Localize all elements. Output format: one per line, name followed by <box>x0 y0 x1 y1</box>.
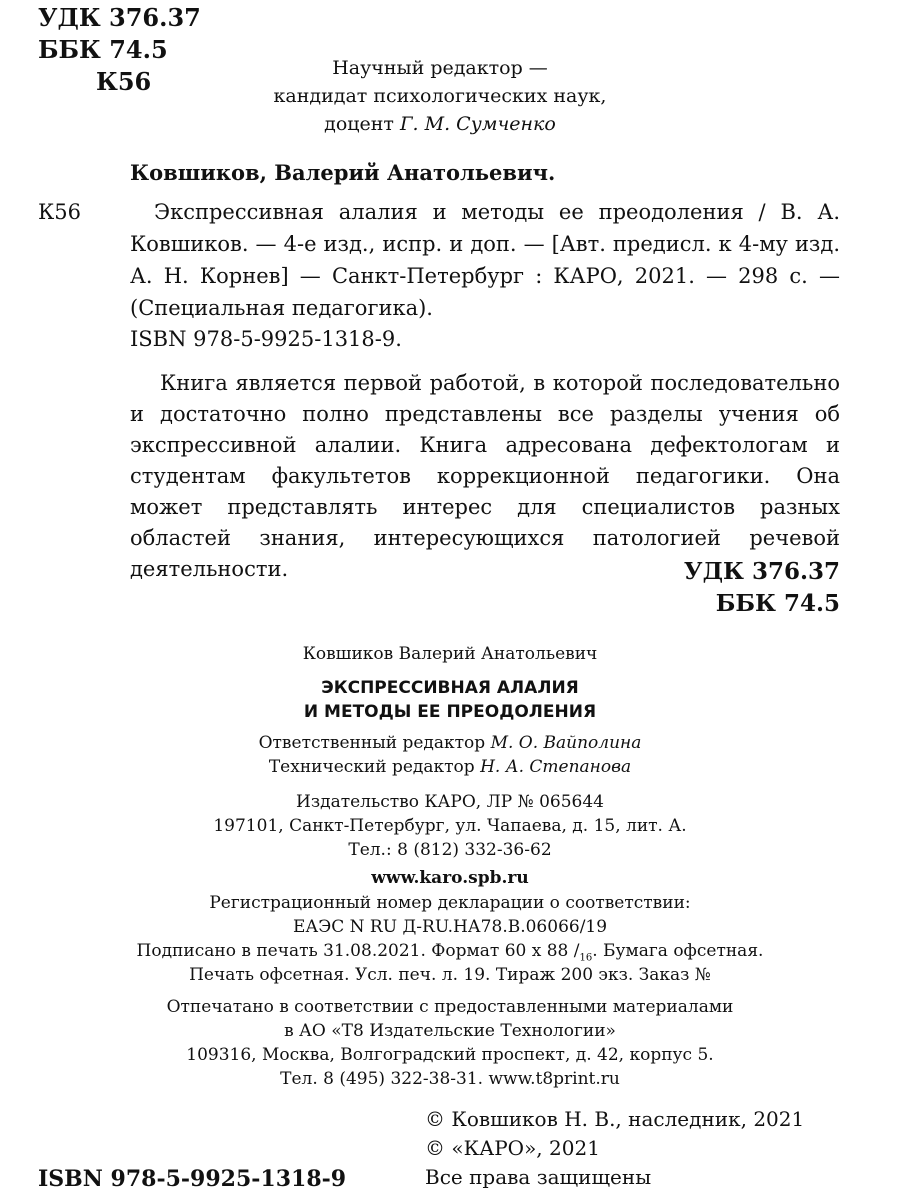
top-classification <box>38 2 201 98</box>
bottom-classification <box>684 556 840 620</box>
bibliographic-text <box>130 196 840 324</box>
bibliographic-code: К56 <box>38 200 81 224</box>
isbn-footer: ISBN 978-5-9925-1318-9 <box>38 1166 347 1192</box>
technical-editor <box>110 755 790 779</box>
copyright-line3: Все права защищены <box>425 1165 652 1189</box>
title-line2: И МЕТОДЫ ЕЕ ПРЕОДОЛЕНИЯ <box>303 702 597 722</box>
author-mark: К56 <box>96 67 152 96</box>
printed-line1: Отпечатано в соответствии с предоставленными материалами <box>166 997 734 1017</box>
udk-code-bottom: УДК 376.37 <box>683 558 840 585</box>
publisher-phone: Тел.: 8 (812) 332-36-62 <box>348 840 552 860</box>
scientific-editor <box>230 54 650 138</box>
signed-prefix: Подписано в печать 31.08.2021. Формат 60 х 88 / <box>136 941 580 961</box>
editor-line2: кандидат психологических наук, <box>273 85 607 107</box>
printer-address: 109316, Москва, Волгоградский проспект, д. 42, корпус 5. <box>186 1045 714 1065</box>
print-details: Печать офсетная. Усл. печ. л. 19. Тираж 200 экз. Заказ № <box>189 965 711 985</box>
printed-line2: в АО «Т8 Издательские Технологии» <box>284 1021 616 1041</box>
copyright-block <box>425 1105 804 1192</box>
copyright-line1: © Ковшиков Н. В., наследник, 2021 <box>425 1107 805 1131</box>
editor-line1: Научный редактор — <box>332 57 548 79</box>
editor-title: доцент <box>324 113 394 135</box>
imprint-author: Ковшиков Валерий Анатольевич <box>302 644 598 664</box>
tech-editor-label: Технический редактор <box>268 757 475 777</box>
resp-editor-name: М. О. Вайполина <box>490 733 642 753</box>
copyright-line2: © «КАРО», 2021 <box>425 1136 600 1160</box>
publisher: Издательство КАРО, ЛР № 065644 <box>296 792 604 812</box>
author-heading: Ковшиков, Валерий Анатольевич. <box>130 160 556 185</box>
tech-editor-name: Н. А. Степанова <box>480 757 632 777</box>
title-line1: ЭКСПРЕССИВНАЯ АЛАЛИЯ <box>321 678 579 698</box>
bbk-code-bottom: ББК 74.5 <box>715 590 840 617</box>
responsible-editor <box>110 731 790 755</box>
publisher-address: 197101, Санкт-Петербург, ул. Чапаева, д. 15, лит. А. <box>213 816 687 836</box>
editor-name: Г. М. Сумченко <box>399 113 556 135</box>
resp-editor-label: Ответственный редактор <box>258 733 486 753</box>
format-subscript: 16 <box>579 952 593 964</box>
declaration-label: Регистрационный номер декларации о соответствии: <box>209 893 691 913</box>
bibliographic-description: Экспрессивная алалия и методы ее преодоления / В. А. Ковшиков. — 4-е изд., испр. и доп. — [Авт. предисл. к 4-му изд. А. Н. Корнев] — Санкт-Петербург : КАРО, 2021. — 298 с. — (Специальная педагогика). <box>130 200 840 320</box>
isbn-line: ISBN 978-5-9925-1318-9. <box>130 327 402 351</box>
editor-line3 <box>230 110 650 138</box>
abstract-text: Книга является первой работой, в которой последовательно и достаточно полно представлены все разделы учения об экспрессивной алалии. Книга адресована дефектологам и студентам факультетов коррекционной педагогики. Она может представлять интерес для специалистов разных областей знания, интересующихся патологией речевой деятельности. <box>130 371 840 581</box>
signed-suffix: . Бумага офсетная. <box>592 941 764 961</box>
imprint-title <box>110 676 790 724</box>
udk-code: УДК 376.37 <box>38 3 201 32</box>
publisher-website: www.karo.spb.ru <box>371 868 529 888</box>
printer-contact: Тел. 8 (495) 322-38-31. www.t8print.ru <box>280 1069 620 1089</box>
abstract <box>130 368 840 585</box>
declaration-number: ЕАЭС N RU Д-RU.НА78.В.06066/19 <box>292 917 608 937</box>
bbk-code: ББК 74.5 <box>38 35 168 64</box>
